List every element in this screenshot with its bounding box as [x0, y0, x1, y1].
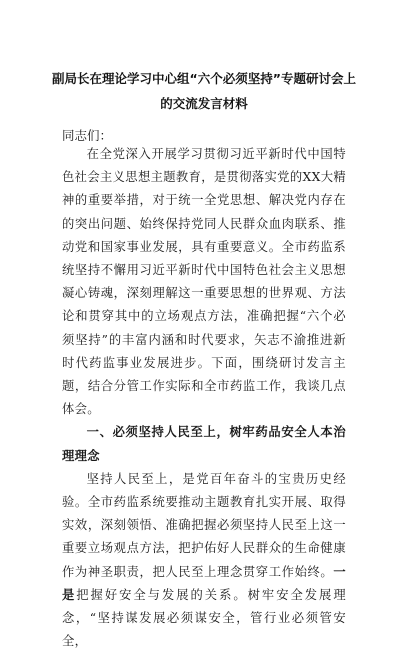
title-line-1: 副局长在理论学习中心组“六个必须坚持”专题研讨会上: [52, 71, 356, 86]
document-title: [40, 66, 368, 116]
section-heading-1: 一、必须坚持人民至上，树牢药品安全人本治理理念: [62, 425, 346, 463]
intro-paragraph: 在全党深入开展学习贯彻习近平新时代中国特色社会主义思想主题教育，是贯彻落实党的XX大精神的重要举措，对于统一全党思想、解决党内存在的突出问题、始终保持党同人民群众血肉联系、推动党和国家事业发展，具有重要意义。全市药监系统坚持不懈用习近平新时代中国特色社会主义思想凝心铸魂，深刻理解这一重要思想的世界观、方法论和贯穿其中的立场观点方法，准确把握“六个必须坚持”的丰富内涵和时代要求，矢志不渝推进新时代药监事业发展进步。下面，围绕研讨发言主题，结合分管工作实际和全市药监工作，我谈几点体会。: [62, 147, 346, 417]
document-body: [62, 143, 346, 653]
salutation: 同志们：: [62, 128, 113, 143]
paragraph-text: 坚持人民至上，是党百年奋斗的宝贵历史经验。全市药监系统要推动主题教育扎实开展、取得实效，深刻领悟、准确把握必须坚持人民至上这一重要立场观点方法，把护佑好人民群众的生命健康作为神圣职责，把人民至上理念贯穿工作始终。: [62, 471, 346, 579]
section-1-paragraph: [62, 468, 346, 653]
paragraph-text-continued: 把握好安全与发展的关系。树牢安全发展理念，“坚持谋发展必须谋安全，管行业必须管安全，: [62, 587, 346, 649]
emphasis-text: 一是: [62, 564, 346, 602]
title-line-2: 的交流发言材料: [160, 96, 248, 111]
